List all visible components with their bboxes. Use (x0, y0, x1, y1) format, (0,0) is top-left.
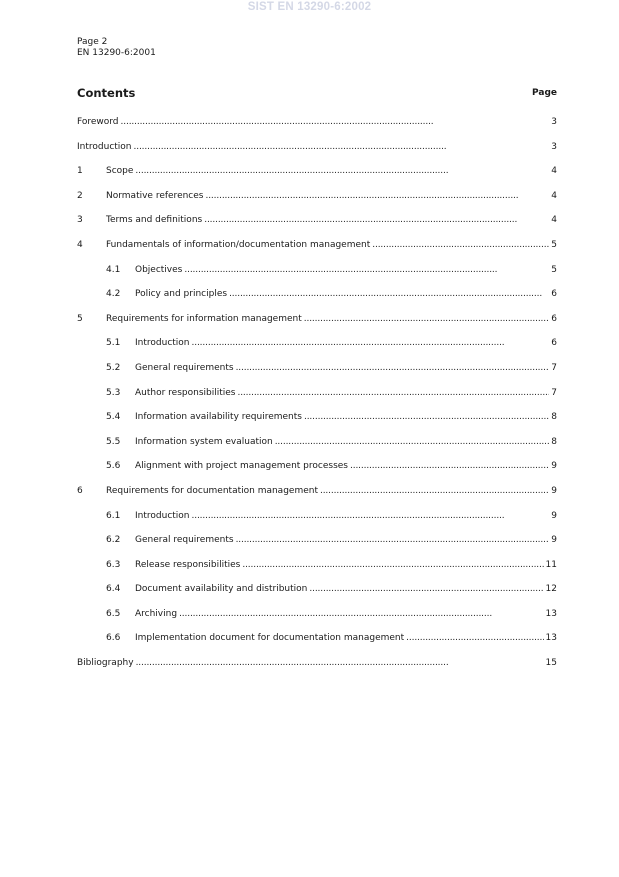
toc-entry-number: 6 (77, 485, 83, 496)
toc-leader-dots (304, 412, 549, 422)
page-header (77, 37, 156, 59)
toc-entry-title: Document availability and distribution (135, 584, 308, 595)
toc-entry-title: Foreword (77, 117, 119, 127)
toc-leader-dots (204, 215, 549, 225)
toc-leader-dots (236, 363, 550, 373)
toc-entry[interactable] (77, 535, 557, 560)
toc-entry-number: 5.3 (106, 387, 121, 398)
toc-entry-title: Policy and principles (135, 289, 228, 300)
toc-entry-page: 5 (551, 239, 557, 250)
toc-entry-page: 9 (551, 461, 557, 472)
toc-entry-page: 8 (551, 412, 557, 423)
toc-entry-title: Objectives (135, 264, 183, 275)
toc-entry-title: Requirements for documentation management (106, 485, 318, 496)
toc-leader-dots (134, 142, 550, 152)
toc-leader-dots (192, 338, 550, 348)
toc-entry[interactable] (77, 289, 557, 314)
toc-entry-title: Requirements for information management (106, 313, 302, 324)
toc-entry-title: General requirements (135, 535, 234, 546)
toc-entry-page: 7 (551, 362, 557, 373)
toc-entry-page: 7 (551, 387, 557, 398)
toc-entry-title: Implementation document for documentation management (135, 633, 405, 644)
toc-leader-dots (304, 314, 550, 324)
toc-entry-page: 9 (551, 535, 557, 546)
toc-entry-number: 4 (77, 239, 83, 250)
toc-entry[interactable] (77, 338, 557, 363)
toc-entry[interactable] (77, 658, 557, 683)
toc-entry-number: 4.1 (106, 264, 121, 275)
toc-entry-number: 5.1 (106, 338, 121, 349)
contents-title: Contents (77, 86, 136, 100)
toc-entry[interactable] (77, 166, 557, 191)
toc-entry-title: Information system evaluation (135, 436, 273, 447)
toc-entry[interactable] (77, 584, 557, 609)
toc-entry-number: 6.1 (106, 510, 121, 521)
toc-leader-dots (205, 191, 549, 201)
toc-entry-page: 9 (551, 485, 557, 496)
toc-entry-page: 4 (551, 215, 557, 226)
table-of-contents (77, 117, 557, 683)
toc-leader-dots (179, 609, 543, 619)
toc-entry[interactable] (77, 191, 557, 216)
toc-leader-dots (237, 388, 549, 398)
toc-entry-title: Author responsibilities (135, 387, 236, 398)
toc-entry-number: 4.2 (106, 289, 121, 300)
toc-entry-number: 1 (77, 166, 83, 177)
toc-entry-number: 5.5 (106, 436, 121, 447)
toc-entry-page: 6 (551, 289, 557, 300)
toc-entry[interactable] (77, 486, 557, 511)
toc-entry[interactable] (77, 633, 557, 658)
toc-entry[interactable] (77, 142, 557, 167)
toc-entry-page: 11 (545, 559, 557, 570)
toc-entry-page: 5 (551, 264, 557, 275)
toc-entry[interactable] (77, 412, 557, 437)
toc-leader-dots (242, 560, 543, 570)
toc-leader-dots (236, 535, 550, 545)
toc-entry-page: 8 (551, 436, 557, 447)
toc-entry-number: 3 (77, 215, 83, 226)
toc-entry[interactable] (77, 117, 557, 142)
toc-entry-title: Introduction (77, 141, 132, 152)
toc-leader-dots (192, 511, 550, 521)
page-number: Page 2 (77, 37, 108, 47)
toc-leader-dots (184, 265, 549, 275)
toc-entry-page: 6 (551, 313, 557, 324)
toc-entry-title: Terms and definitions (106, 215, 203, 226)
toc-entry-title: Bibliography (77, 658, 134, 669)
toc-entry-number: 6.3 (106, 559, 121, 570)
toc-entry-page: 15 (545, 658, 557, 669)
toc-entry-number: 6.5 (106, 608, 121, 619)
toc-leader-dots (372, 240, 549, 250)
toc-entry[interactable] (77, 363, 557, 388)
toc-entry-number: 6.4 (106, 584, 121, 595)
toc-entry[interactable] (77, 314, 557, 339)
toc-entry-page: 4 (551, 190, 557, 201)
toc-entry-title: Normative references (106, 190, 204, 201)
toc-entry-title: Release responsibilities (135, 559, 241, 570)
toc-leader-dots (135, 166, 549, 176)
toc-leader-dots (406, 633, 543, 643)
toc-entry[interactable] (77, 240, 557, 265)
toc-entry-page: 4 (551, 166, 557, 177)
toc-entry-page: 3 (551, 141, 557, 152)
toc-leader-dots (320, 486, 549, 496)
toc-entry-title: Scope (106, 166, 134, 177)
toc-entry-title: Introduction (135, 338, 190, 349)
toc-leader-dots (275, 437, 550, 447)
toc-entry-title: Archiving (135, 608, 178, 619)
toc-entry-number: 5.2 (106, 362, 121, 373)
toc-entry[interactable] (77, 511, 557, 536)
toc-entry[interactable] (77, 265, 557, 290)
toc-entry[interactable] (77, 437, 557, 462)
toc-entry-page: 13 (545, 608, 557, 619)
page-column-label: Page (532, 88, 557, 98)
toc-entry-page: 12 (545, 584, 557, 595)
toc-entry-number: 2 (77, 190, 83, 201)
toc-entry-page: 13 (545, 633, 557, 644)
toc-entry-number: 5.6 (106, 461, 121, 472)
toc-entry-title: Introduction (135, 510, 190, 521)
toc-entry-title: General requirements (135, 362, 234, 373)
toc-entry-title: Information availability requirements (135, 412, 302, 423)
watermark: SIST EN 13290-6:2002 (247, 1, 372, 13)
toc-entry-page: 3 (551, 117, 557, 127)
toc-entry[interactable] (77, 388, 557, 413)
toc-leader-dots (229, 289, 549, 299)
toc-entry-page: 9 (551, 510, 557, 521)
toc-entry-number: 6.6 (106, 633, 121, 644)
toc-entry-number: 5.4 (106, 412, 121, 423)
toc-entry[interactable] (77, 560, 557, 585)
toc-leader-dots (350, 461, 549, 471)
toc-entry-title: Alignment with project management processes (135, 461, 348, 472)
toc-entry-page: 6 (551, 338, 557, 349)
toc-entry[interactable] (77, 215, 557, 240)
toc-entry[interactable] (77, 609, 557, 634)
toc-leader-dots (121, 117, 550, 127)
toc-leader-dots (309, 584, 543, 594)
toc-entry-number: 6.2 (106, 535, 121, 546)
toc-leader-dots (136, 658, 544, 668)
toc-entry-number: 5 (77, 313, 83, 324)
toc-entry[interactable] (77, 461, 557, 486)
toc-entry-title: Fundamentals of information/documentation management (106, 239, 371, 250)
standard-id: EN 13290-6:2001 (77, 48, 156, 58)
